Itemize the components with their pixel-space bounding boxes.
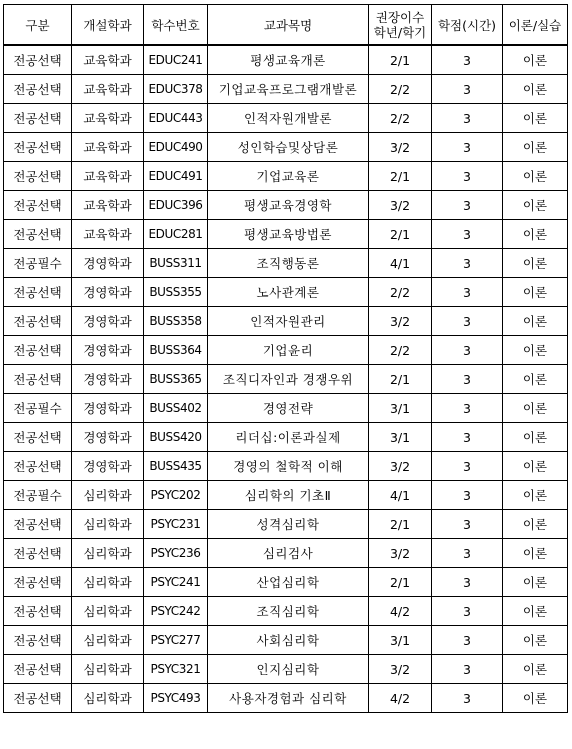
cell-type: 이론 (503, 655, 568, 684)
cell-code: BUSS355 (144, 278, 208, 307)
table-row (4, 539, 568, 568)
cell-type: 이론 (503, 365, 568, 394)
table-body (4, 45, 568, 713)
cell-type: 이론 (503, 510, 568, 539)
course-table-container (3, 4, 568, 713)
cell-course-name: 평생교육방법론 (208, 220, 369, 249)
cell-year-term: 3/2 (369, 539, 432, 568)
cell-year-term: 2/2 (369, 104, 432, 133)
cell-category: 전공선택 (4, 655, 72, 684)
cell-department: 교육학과 (72, 45, 144, 75)
cell-credits: 3 (432, 220, 503, 249)
cell-department: 심리학과 (72, 684, 144, 713)
table-row (4, 655, 568, 684)
cell-code: EDUC443 (144, 104, 208, 133)
cell-code: PSYC241 (144, 568, 208, 597)
cell-course-name: 인적자원개발론 (208, 104, 369, 133)
table-row (4, 104, 568, 133)
cell-code: BUSS420 (144, 423, 208, 452)
table-row (4, 307, 568, 336)
cell-credits: 3 (432, 191, 503, 220)
cell-course-name: 인적자원관리 (208, 307, 369, 336)
cell-course-name: 평생교육경영학 (208, 191, 369, 220)
header-row (4, 5, 568, 46)
cell-type: 이론 (503, 191, 568, 220)
cell-type: 이론 (503, 162, 568, 191)
cell-credits: 3 (432, 249, 503, 278)
cell-course-name: 리더십:이론과실제 (208, 423, 369, 452)
cell-code: BUSS311 (144, 249, 208, 278)
cell-year-term: 4/1 (369, 481, 432, 510)
cell-year-term: 2/1 (369, 45, 432, 75)
cell-credits: 3 (432, 626, 503, 655)
cell-code: EDUC491 (144, 162, 208, 191)
cell-course-name: 기업교육프로그램개발론 (208, 75, 369, 104)
cell-course-name: 산업심리학 (208, 568, 369, 597)
cell-course-name: 기업교육론 (208, 162, 369, 191)
cell-type: 이론 (503, 423, 568, 452)
cell-code: EDUC241 (144, 45, 208, 75)
cell-code: BUSS402 (144, 394, 208, 423)
cell-year-term: 2/1 (369, 510, 432, 539)
header-year-term (369, 5, 432, 46)
cell-code: EDUC281 (144, 220, 208, 249)
table-row (4, 452, 568, 481)
cell-credits: 3 (432, 452, 503, 481)
table-row (4, 423, 568, 452)
cell-category: 전공필수 (4, 481, 72, 510)
cell-credits: 3 (432, 278, 503, 307)
cell-credits: 3 (432, 162, 503, 191)
header-code: 학수번호 (144, 5, 208, 46)
cell-category: 전공선택 (4, 278, 72, 307)
cell-department: 경영학과 (72, 365, 144, 394)
cell-category: 전공선택 (4, 45, 72, 75)
cell-course-name: 조직심리학 (208, 597, 369, 626)
cell-credits: 3 (432, 510, 503, 539)
cell-type: 이론 (503, 307, 568, 336)
cell-credits: 3 (432, 684, 503, 713)
table-row (4, 278, 568, 307)
cell-type: 이론 (503, 133, 568, 162)
cell-year-term: 3/1 (369, 394, 432, 423)
cell-credits: 3 (432, 104, 503, 133)
cell-category: 전공선택 (4, 423, 72, 452)
table-header (4, 5, 568, 46)
cell-type: 이론 (503, 481, 568, 510)
cell-credits: 3 (432, 365, 503, 394)
cell-department: 교육학과 (72, 133, 144, 162)
cell-year-term: 2/1 (369, 365, 432, 394)
cell-type: 이론 (503, 75, 568, 104)
cell-year-term: 2/1 (369, 162, 432, 191)
cell-code: BUSS358 (144, 307, 208, 336)
cell-year-term: 2/1 (369, 568, 432, 597)
cell-department: 교육학과 (72, 220, 144, 249)
cell-type: 이론 (503, 684, 568, 713)
header-year-term-bottom: 학년/학기 (373, 24, 427, 40)
cell-credits: 3 (432, 481, 503, 510)
cell-year-term: 4/1 (369, 249, 432, 278)
cell-credits: 3 (432, 45, 503, 75)
cell-department: 심리학과 (72, 626, 144, 655)
table-row (4, 45, 568, 75)
cell-year-term: 3/2 (369, 655, 432, 684)
cell-course-name: 평생교육개론 (208, 45, 369, 75)
cell-code: PSYC202 (144, 481, 208, 510)
cell-department: 경영학과 (72, 249, 144, 278)
cell-credits: 3 (432, 336, 503, 365)
table-row (4, 75, 568, 104)
cell-course-name: 기업윤리 (208, 336, 369, 365)
cell-category: 전공필수 (4, 394, 72, 423)
cell-type: 이론 (503, 220, 568, 249)
cell-code: PSYC493 (144, 684, 208, 713)
cell-category: 전공선택 (4, 568, 72, 597)
header-credits: 학점(시간) (432, 5, 503, 46)
table-row (4, 220, 568, 249)
header-year-term-top: 권장이수 (375, 9, 425, 25)
cell-course-name: 노사관계론 (208, 278, 369, 307)
cell-code: PSYC277 (144, 626, 208, 655)
cell-category: 전공선택 (4, 539, 72, 568)
cell-credits: 3 (432, 423, 503, 452)
cell-credits: 3 (432, 133, 503, 162)
cell-type: 이론 (503, 568, 568, 597)
cell-department: 심리학과 (72, 481, 144, 510)
header-type: 이론/실습 (503, 5, 568, 46)
cell-year-term: 3/2 (369, 133, 432, 162)
cell-year-term: 3/2 (369, 191, 432, 220)
header-category: 구분 (4, 5, 72, 46)
table-row (4, 133, 568, 162)
cell-code: PSYC231 (144, 510, 208, 539)
cell-category: 전공선택 (4, 162, 72, 191)
cell-category: 전공선택 (4, 75, 72, 104)
cell-department: 경영학과 (72, 394, 144, 423)
cell-year-term: 3/2 (369, 452, 432, 481)
cell-type: 이론 (503, 394, 568, 423)
cell-code: EDUC378 (144, 75, 208, 104)
cell-department: 교육학과 (72, 191, 144, 220)
cell-year-term: 3/2 (369, 307, 432, 336)
cell-category: 전공선택 (4, 510, 72, 539)
cell-type: 이론 (503, 249, 568, 278)
cell-credits: 3 (432, 75, 503, 104)
cell-code: PSYC321 (144, 655, 208, 684)
cell-code: BUSS435 (144, 452, 208, 481)
cell-department: 교육학과 (72, 75, 144, 104)
cell-category: 전공선택 (4, 336, 72, 365)
cell-course-name: 심리검사 (208, 539, 369, 568)
cell-department: 심리학과 (72, 655, 144, 684)
course-table (3, 4, 568, 713)
cell-course-name: 사회심리학 (208, 626, 369, 655)
table-row (4, 626, 568, 655)
cell-course-name: 심리학의 기초Ⅱ (208, 481, 369, 510)
cell-course-name: 경영전략 (208, 394, 369, 423)
cell-course-name: 사용자경험과 심리학 (208, 684, 369, 713)
cell-category: 전공선택 (4, 684, 72, 713)
cell-type: 이론 (503, 278, 568, 307)
cell-category: 전공필수 (4, 249, 72, 278)
table-row (4, 394, 568, 423)
cell-year-term: 2/2 (369, 75, 432, 104)
cell-department: 경영학과 (72, 423, 144, 452)
cell-department: 교육학과 (72, 162, 144, 191)
cell-course-name: 성인학습및상담론 (208, 133, 369, 162)
cell-department: 교육학과 (72, 104, 144, 133)
cell-type: 이론 (503, 104, 568, 133)
cell-credits: 3 (432, 539, 503, 568)
cell-type: 이론 (503, 539, 568, 568)
table-row (4, 365, 568, 394)
cell-category: 전공선택 (4, 365, 72, 394)
cell-year-term: 2/2 (369, 336, 432, 365)
cell-category: 전공선택 (4, 452, 72, 481)
cell-category: 전공선택 (4, 626, 72, 655)
cell-credits: 3 (432, 597, 503, 626)
table-row (4, 481, 568, 510)
cell-category: 전공선택 (4, 104, 72, 133)
header-course-name: 교과목명 (208, 5, 369, 46)
cell-credits: 3 (432, 394, 503, 423)
cell-type: 이론 (503, 597, 568, 626)
cell-type: 이론 (503, 336, 568, 365)
cell-category: 전공선택 (4, 191, 72, 220)
cell-code: EDUC490 (144, 133, 208, 162)
cell-department: 경영학과 (72, 307, 144, 336)
cell-department: 심리학과 (72, 510, 144, 539)
cell-course-name: 조직행동론 (208, 249, 369, 278)
cell-code: PSYC236 (144, 539, 208, 568)
cell-year-term: 3/1 (369, 626, 432, 655)
table-row (4, 336, 568, 365)
cell-course-name: 경영의 철학적 이해 (208, 452, 369, 481)
cell-course-name: 인지심리학 (208, 655, 369, 684)
cell-type: 이론 (503, 626, 568, 655)
table-row (4, 249, 568, 278)
cell-credits: 3 (432, 568, 503, 597)
cell-category: 전공선택 (4, 133, 72, 162)
cell-code: PSYC242 (144, 597, 208, 626)
cell-department: 경영학과 (72, 452, 144, 481)
cell-department: 경영학과 (72, 336, 144, 365)
table-row (4, 597, 568, 626)
cell-category: 전공선택 (4, 220, 72, 249)
cell-credits: 3 (432, 655, 503, 684)
cell-course-name: 조직디자인과 경쟁우위 (208, 365, 369, 394)
table-row (4, 162, 568, 191)
table-row (4, 684, 568, 713)
cell-course-name: 성격심리학 (208, 510, 369, 539)
cell-department: 심리학과 (72, 597, 144, 626)
cell-department: 경영학과 (72, 278, 144, 307)
cell-category: 전공선택 (4, 597, 72, 626)
cell-credits: 3 (432, 307, 503, 336)
cell-code: BUSS364 (144, 336, 208, 365)
cell-department: 심리학과 (72, 539, 144, 568)
cell-code: EDUC396 (144, 191, 208, 220)
cell-year-term: 4/2 (369, 684, 432, 713)
cell-code: BUSS365 (144, 365, 208, 394)
cell-year-term: 4/2 (369, 597, 432, 626)
cell-department: 심리학과 (72, 568, 144, 597)
cell-category: 전공선택 (4, 307, 72, 336)
header-department: 개설학과 (72, 5, 144, 46)
cell-type: 이론 (503, 45, 568, 75)
cell-type: 이론 (503, 452, 568, 481)
cell-year-term: 2/1 (369, 220, 432, 249)
cell-year-term: 3/1 (369, 423, 432, 452)
table-row (4, 568, 568, 597)
cell-year-term: 2/2 (369, 278, 432, 307)
table-row (4, 191, 568, 220)
table-row (4, 510, 568, 539)
